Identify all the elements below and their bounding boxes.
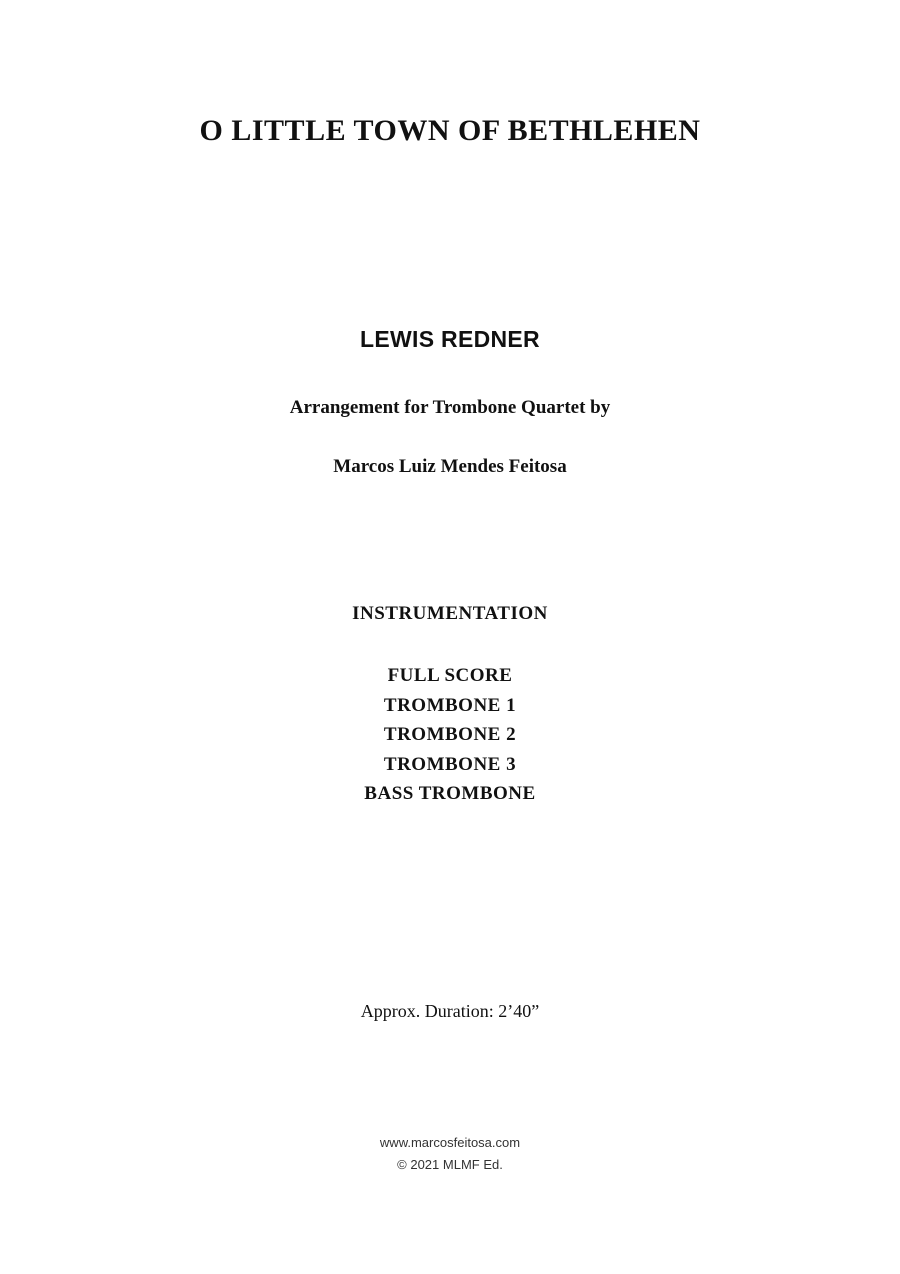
arrangement-line: Arrangement for Trombone Quartet by xyxy=(289,397,611,418)
instrument-part: FULL SCORE xyxy=(387,665,513,686)
copyright-notice: © 2021 MLMF Ed. xyxy=(397,1157,503,1172)
instrument-part: TROMBONE 1 xyxy=(383,694,517,716)
website-url: www.marcosfeitosa.com xyxy=(379,1135,521,1150)
instrument-part: TROMBONE 2 xyxy=(383,724,517,745)
instrumentation-heading: INSTRUMENTATION xyxy=(352,603,548,624)
approx-duration: Approx. Duration: 2’40” xyxy=(360,1001,540,1021)
instrumentation-list xyxy=(0,661,900,809)
instrument-part: TROMBONE 3 xyxy=(383,753,517,775)
piece-title: O LITTLE TOWN OF BETHLEHEN xyxy=(199,114,701,147)
arranger-name: Marcos Luiz Mendes Feitosa xyxy=(333,456,567,477)
instrument-part: BASS TROMBONE xyxy=(364,783,536,804)
composer-name: LEWIS REDNER xyxy=(360,326,540,352)
